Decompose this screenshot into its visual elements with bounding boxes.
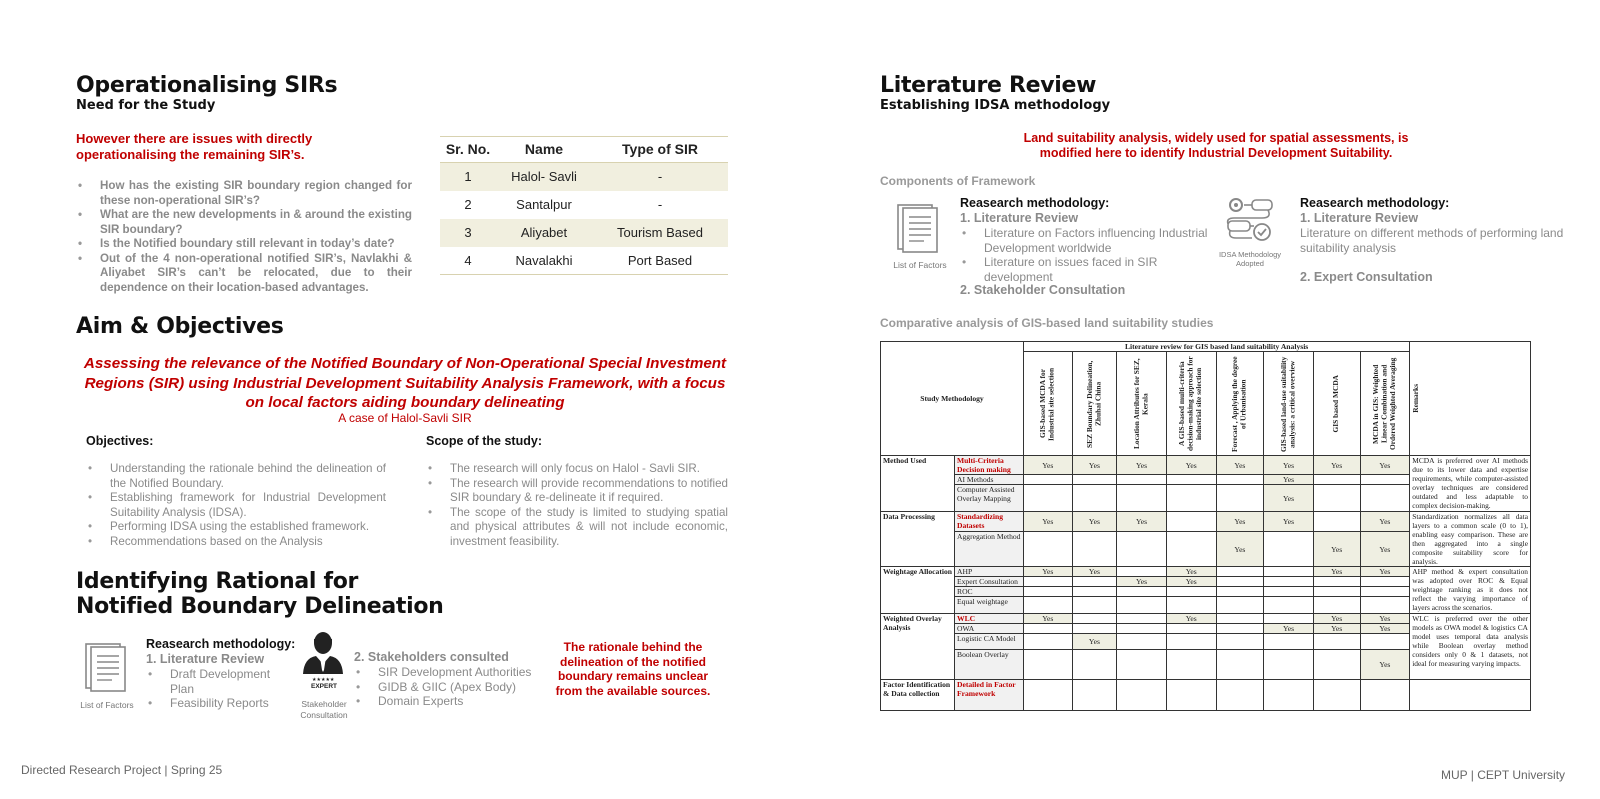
remarks-header [1410, 342, 1531, 456]
yes-cell: Yes [1023, 512, 1072, 532]
empty-cell [1313, 475, 1360, 485]
list-item: • The research will only focus on Halol - Savli SIR. [426, 462, 728, 477]
yes-cell: Yes [1166, 567, 1216, 577]
yes-cell: Yes [1360, 567, 1410, 577]
study-column-header-text: GIS-based MCDA for Industrial site selection [1038, 366, 1056, 441]
yes-cell: Yes [1023, 456, 1072, 475]
empty-cell [1166, 485, 1216, 512]
literature-table [880, 341, 1531, 711]
list-item: • Performing IDSA using the established framework. [86, 520, 386, 535]
table-row [881, 456, 1531, 475]
study-column-header [1166, 352, 1216, 456]
empty-cell [1313, 485, 1360, 512]
empty-cell [1166, 532, 1216, 567]
method-option: ROC [955, 587, 1024, 597]
empty-cell [1166, 597, 1216, 614]
document-icon [84, 642, 128, 692]
yes-cell: Yes [1264, 475, 1314, 485]
lit-review-subtitle: Establishing IDSA methodology [880, 98, 1111, 113]
column-header: Type of SIR [592, 137, 728, 163]
yes-cell: Yes [1264, 456, 1314, 475]
yes-cell: Yes [1360, 650, 1410, 680]
yes-cell: Yes [1264, 512, 1314, 532]
list-item: • How has the existing SIR boundary region changed for these non-operational SIR’s? [76, 179, 412, 208]
method-title: Reasearch methodology: [960, 196, 1110, 210]
empty-cell [1023, 680, 1072, 711]
list-item: • Literature on Factors influencing Industrial Development worldwide [960, 226, 1215, 255]
method-title: Reasearch methodology: [1300, 196, 1450, 210]
study-column-header-text: SEZ Boundary Delineation, Zhuhai China [1084, 359, 1103, 448]
empty-cell [1166, 634, 1216, 650]
empty-cell [1360, 577, 1410, 587]
empty-cell [1216, 624, 1264, 634]
empty-cell [1264, 567, 1314, 577]
empty-cell [1072, 614, 1117, 624]
method-title: Reasearch methodology: [146, 637, 296, 651]
list-item: • Feasibility Reports [146, 696, 286, 711]
list-of-factors-caption: List of Factors [893, 260, 947, 270]
empty-cell [1166, 624, 1216, 634]
list-item: • SIR Development Authorities [354, 665, 534, 680]
yes-cell: Yes [1117, 512, 1167, 532]
empty-cell [1072, 485, 1117, 512]
empty-cell [1264, 532, 1314, 567]
table-cell: Aliyabet [496, 219, 592, 247]
table-cell: 4 [440, 247, 496, 275]
rational-title-line: Notified Boundary Delineation [76, 594, 444, 619]
empty-cell [1117, 680, 1167, 711]
table-cell: Halol- Savli [496, 163, 592, 191]
empty-cell [1072, 597, 1117, 614]
table-cell: Navalakhi [496, 247, 592, 275]
empty-cell [1264, 597, 1314, 614]
svg-text:★★★★★: ★★★★★ [312, 677, 335, 683]
comparative-label: Comparative analysis of GIS-based land suitability studies [880, 316, 1214, 330]
yes-cell: Yes [1166, 577, 1216, 587]
yes-cell: Yes [1072, 512, 1117, 532]
lit-review-description: Literature on different methods of performing land suitability analysis [1300, 226, 1564, 255]
method-category: Factor Identification & Data collection [881, 680, 955, 711]
yes-cell: Yes [1072, 456, 1117, 475]
empty-cell [1117, 634, 1167, 650]
intro-statement: Land suitability analysis, widely used for spatial assessments, is modified here to identify Industrial Development Suitability. [1023, 131, 1409, 160]
empty-cell [1023, 475, 1072, 485]
empty-cell [1117, 587, 1167, 597]
empty-cell [1264, 587, 1314, 597]
empty-cell [1216, 597, 1264, 614]
yes-cell: Yes [1264, 624, 1314, 634]
table-row [440, 219, 728, 247]
yes-cell: Yes [1166, 614, 1216, 624]
page-title: Operationalising SIRs [76, 73, 338, 98]
empty-cell [1023, 485, 1072, 512]
list-item: • Recommendations based on the Analysis [86, 535, 386, 550]
empty-cell [1166, 650, 1216, 680]
table-cell: Port Based [592, 247, 728, 275]
table-row [440, 247, 728, 275]
column-header: Sr. No. [440, 137, 496, 163]
issue-statement: However there are issues with directly operationalising the remaining SIR’s. [76, 131, 313, 162]
empty-cell [1360, 597, 1410, 614]
yes-cell: Yes [1313, 567, 1360, 577]
empty-cell [1023, 577, 1072, 587]
footer-right: MUP | CEPT University [1441, 768, 1566, 782]
aim-statement: Assessing the relevance of the Notified Boundary of Non-Operational Special Investment Regions (SIR) using Industrial Development Suitability Analysis Framework, with a focus on local factors aiding boundary delineating [83, 355, 727, 411]
yes-cell: Yes [1360, 456, 1410, 475]
rational-title [76, 569, 444, 619]
table-cell: 3 [440, 219, 496, 247]
empty-cell [1216, 577, 1264, 587]
empty-cell [1023, 634, 1072, 650]
list-item: • The scope of the study is limited to studying spatial and physical attributes & will not include economic, investment feasibility. [426, 506, 728, 550]
question-list [76, 179, 412, 295]
empty-cell [1216, 634, 1264, 650]
empty-cell [1117, 567, 1167, 577]
method-option: AI Methods [955, 475, 1024, 485]
study-column-header [1023, 352, 1072, 456]
method-option: Expert Consultation [955, 577, 1024, 587]
method-category: Weightage Allocation [881, 567, 955, 614]
empty-cell [1072, 650, 1117, 680]
scope-label: Scope of the study: [426, 434, 542, 448]
yes-cell: Yes [1072, 567, 1117, 577]
empty-cell [1360, 475, 1410, 485]
method-option: OWA [955, 624, 1024, 634]
empty-cell [1264, 614, 1314, 624]
method-category: Data Processing [881, 512, 955, 567]
expert-badge: EXPERT [310, 683, 337, 690]
scope-list [426, 462, 728, 549]
yes-cell: Yes [1360, 512, 1410, 532]
list-item: • Establishing framework for Industrial Development Suitability Analysis (IDSA). [86, 491, 386, 520]
remark-cell: MCDA is preferred over AI methods due to its lower data and expertise requirements, while computer-assisted overlay techniques are considered outdated and less adaptable to complex decision-making. [1410, 456, 1531, 512]
empty-cell [1117, 532, 1167, 567]
empty-cell [1117, 650, 1167, 680]
remark-cell [1410, 680, 1531, 711]
empty-cell [1216, 650, 1264, 680]
list-item: • Draft Development Plan [146, 667, 286, 696]
table-row [881, 614, 1531, 624]
empty-cell [1072, 475, 1117, 485]
empty-cell [1023, 597, 1072, 614]
empty-cell [1264, 577, 1314, 587]
method-option: Aggregation Method [955, 532, 1024, 567]
table-cell: Santalpur [516, 197, 572, 212]
empty-cell [1023, 624, 1072, 634]
list-item: • GIDB & GIIC (Apex Body) [354, 680, 534, 695]
yes-cell: Yes [1360, 532, 1410, 567]
table-row [881, 567, 1531, 577]
empty-cell [1166, 475, 1216, 485]
empty-cell [1313, 680, 1360, 711]
remark-cell: WLC is preferred over the other models as OWA model & logistics CA model uses temporal data analysis while Boolean overlay method considers only 0 & 1 datasets, not ideal for measuring varying impacts. [1410, 614, 1531, 680]
aim-title: Aim & Objectives [76, 314, 284, 339]
study-column-header-text: GIS-based land-use suitability analysis: a critical overview [1279, 355, 1297, 452]
method-option: Detailed in Factor Framework [955, 680, 1024, 711]
stakeholders-label: 2. Stakeholders consulted [354, 650, 509, 664]
empty-cell [1166, 680, 1216, 711]
empty-cell [1313, 634, 1360, 650]
method-category: Method Used [881, 456, 955, 512]
empty-cell [1166, 512, 1216, 532]
table-cell: 2 [464, 197, 472, 212]
column-header: Name [496, 137, 592, 163]
yes-cell: Yes [1166, 456, 1216, 475]
study-column-header [1360, 352, 1410, 456]
stakeholder-caption: Stakeholder Consultation [300, 699, 348, 720]
method-option: Multi-Criteria Decision making [955, 456, 1024, 475]
list-item: • Domain Experts [354, 694, 534, 709]
study-column-header-text: MCDA in GIS: Weighted Linear Combination and Ordered Weighted Averaging [1371, 357, 1398, 450]
study-column-header [1216, 352, 1264, 456]
yes-cell: Yes [1313, 532, 1360, 567]
empty-cell [1072, 680, 1117, 711]
lit-review-label: 1. Literature Review [1300, 211, 1419, 225]
empty-cell [1360, 680, 1410, 711]
empty-cell [1360, 485, 1410, 512]
idsa-caption: IDSA Methodology Adopted [1218, 250, 1282, 268]
yes-cell: Yes [1313, 614, 1360, 624]
yes-cell: Yes [1360, 614, 1410, 624]
yes-cell: Yes [1216, 456, 1264, 475]
table-row [440, 163, 728, 191]
empty-cell [1216, 475, 1264, 485]
case-caption: A case of Halol-Savli SIR [338, 411, 472, 425]
method-category: Weighted Overlay Analysis [881, 614, 955, 680]
table-top-header: Literature review for GIS based land suitability Analysis [1023, 342, 1409, 352]
empty-cell [1216, 485, 1264, 512]
yes-cell: Yes [1360, 624, 1410, 634]
lit-review-title: Literature Review [880, 73, 1097, 98]
method-option: Computer Assisted Overlay Mapping [955, 485, 1024, 512]
empty-cell [1023, 587, 1072, 597]
empty-cell [1117, 597, 1167, 614]
empty-cell [1216, 587, 1264, 597]
table-cell: - [657, 197, 663, 212]
lit-review-label: 1. Literature Review [146, 652, 265, 666]
method-option: Boolean Overlay [955, 650, 1024, 680]
study-column-header-text: Forecast , Applying the degree of Urbanisation [1230, 355, 1248, 452]
method-option: WLC [955, 614, 1024, 624]
method-option: Standardizing Datasets [955, 512, 1024, 532]
empty-cell [1072, 587, 1117, 597]
list-of-factors-caption: List of Factors [80, 700, 134, 710]
empty-cell [1216, 680, 1264, 711]
method-option: AHP [955, 567, 1024, 577]
empty-cell [1264, 634, 1314, 650]
empty-cell [1264, 650, 1314, 680]
empty-cell [1072, 532, 1117, 567]
empty-cell [1117, 614, 1167, 624]
empty-cell [1023, 650, 1072, 680]
empty-cell [1216, 567, 1264, 577]
table-row [881, 680, 1531, 711]
yes-cell: Yes [1023, 567, 1072, 577]
method-option: Logistic CA Model [955, 634, 1024, 650]
table-header [440, 137, 728, 163]
yes-cell: Yes [1117, 577, 1167, 587]
empty-cell [1216, 614, 1264, 624]
study-column-header-text: Location Attributes for SEZ, Kerala [1132, 358, 1150, 449]
empty-cell [1313, 587, 1360, 597]
lit-review-label: 1. Literature Review [960, 211, 1079, 225]
list-item: • The research will provide recommendations to notified SIR boundary & re-delineate it if required. [426, 477, 728, 506]
empty-cell [1166, 587, 1216, 597]
empty-cell [1313, 577, 1360, 587]
method-option: Equal weightage [955, 597, 1024, 614]
table-cell: 1 [440, 163, 496, 191]
table-cell: - [592, 163, 728, 191]
empty-cell [1264, 680, 1314, 711]
sir-table [440, 136, 728, 275]
empty-cell [1117, 475, 1167, 485]
study-column-header-text: A GIS-based multi-criteria decision-making approach for industrial site selection [1177, 356, 1204, 451]
remark-cell: Standardization normalizes all data layers to a common scale (0 to 1), enabling easy comparison. These are then aggregated into a single composite suitability score for analysis. [1410, 512, 1531, 567]
remarks-header-text: Remarks [1411, 384, 1421, 413]
empty-cell [1313, 597, 1360, 614]
stakeholders-list [354, 665, 534, 709]
yes-cell: Yes [1216, 512, 1264, 532]
yes-cell: Yes [1216, 532, 1264, 567]
stakeholder-consultation-label: 2. Stakeholder Consultation [960, 283, 1126, 297]
yes-cell: Yes [1264, 485, 1314, 512]
study-column-header [1313, 352, 1360, 456]
yes-cell: Yes [1023, 614, 1072, 624]
empty-cell [1072, 624, 1117, 634]
empty-cell [1313, 650, 1360, 680]
empty-cell [1023, 532, 1072, 567]
list-item: • Out of the 4 non-operational notified SIR’s, Navlakhi & Aliyabet SIR’s can’t be relocated, due to their dependence on their location-based advantages. [76, 252, 412, 296]
study-column-header-text: GIS based MCDA [1331, 374, 1341, 433]
yes-cell: Yes [1072, 634, 1117, 650]
yes-cell: Yes [1117, 456, 1167, 475]
lit-list [960, 226, 1215, 284]
empty-cell [1072, 577, 1117, 587]
yes-cell: Yes [1313, 456, 1360, 475]
empty-cell [1117, 485, 1167, 512]
list-item: • Literature on issues faced in SIR development [960, 255, 1215, 284]
study-column-header [1072, 352, 1117, 456]
table-cell: Tourism Based [592, 219, 728, 247]
components-label: Components of Framework [880, 174, 1036, 188]
study-methodology-header: Study Methodology [881, 342, 1024, 456]
footer-left: Directed Research Project | Spring 25 [21, 763, 223, 777]
lit-list [146, 667, 286, 711]
empty-cell [1117, 624, 1167, 634]
study-column-header [1117, 352, 1167, 456]
list-item: • Understanding the rationale behind the delineation of the Notified Boundary. [86, 462, 386, 491]
rationale-conclusion: The rationale behind the delineation of the notified boundary remains unclear from the available sources. [555, 640, 711, 698]
list-item: • Is the Notified boundary still relevant in today’s date? [76, 237, 412, 252]
rational-title-line: Identifying Rational for [76, 569, 359, 594]
empty-cell [1360, 634, 1410, 650]
workflow-gear-icon [1224, 196, 1276, 246]
objectives-list [86, 462, 386, 549]
remark-cell: AHP method & expert consultation was adopted over ROC & Equal weightage ranking as it does not reflect the varying importance of layers across the scenarios. [1410, 567, 1531, 614]
table-row [881, 512, 1531, 532]
empty-cell [1360, 587, 1410, 597]
empty-cell [1313, 512, 1360, 532]
literature-table-wrapper [880, 341, 1531, 711]
list-item: • What are the new developments in & around the existing SIR boundary? [76, 208, 412, 237]
document-icon [896, 203, 940, 253]
yes-cell: Yes [1313, 624, 1360, 634]
expert-consultation-label: 2. Expert Consultation [1300, 270, 1433, 284]
study-column-header [1264, 352, 1314, 456]
objectives-label: Objectives: [86, 434, 154, 448]
page-subtitle: Need for the Study [76, 98, 216, 113]
table-row [440, 191, 728, 219]
